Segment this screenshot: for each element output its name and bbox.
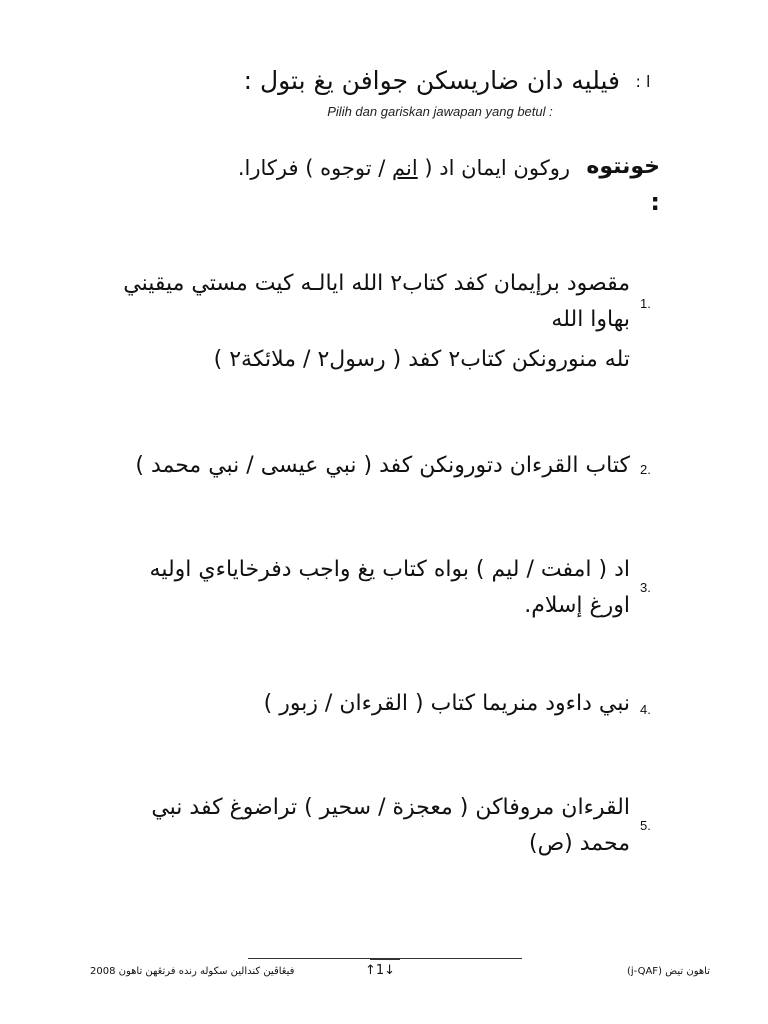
footer-exam-title: فيڠاڤين كندالين سكوله رنده فرتڠهن تاهون 2008 (90, 966, 295, 977)
example-sentence (150, 156, 570, 180)
section-number: ا : (635, 72, 651, 91)
question-number-4: 4. (640, 702, 651, 717)
footer-divider-mark (370, 958, 400, 960)
footer-year-label: تاهون تيض (j-QAF) (626, 966, 710, 977)
footer-page-number: ↑1↓ (364, 963, 396, 978)
example-text-before: روكون ايمان اد ( (424, 156, 570, 180)
example-answer-underlined: انم (392, 156, 418, 180)
question-1-line-2: تله منورونكن كتاب٢ كفد ( رسول٢ / ملائكة٢ ) (213, 347, 630, 372)
question-5-line-1: القرءان مروفاكن ( معجزة / سحير ) تراضوغ كفد نبي (151, 795, 630, 820)
question-4-line-1: نبي داءود منريما كتاب ( القرءان / زبور ) (263, 691, 630, 716)
question-3-line-1: اد ( امفت / ليم ) بواه كتاب يغ واجب دفرخاياءي اوليه (149, 557, 630, 582)
question-1 (100, 266, 630, 378)
instruction-title: فيليه دان ضاريسكن جوافن يغ بتول : (243, 66, 620, 95)
example-text-after: / توجوه ) فركارا. (237, 156, 386, 180)
question-number-5: 5. (640, 818, 651, 833)
example-label: خونتوه (586, 154, 660, 179)
instruction-subtitle: Pilih dan gariskan jawapan yang betul : (327, 104, 553, 119)
question-number-3: 3. (640, 580, 651, 595)
question-2 (100, 448, 630, 484)
question-number-2: 2. (640, 462, 651, 477)
question-5-line-2: محمد (ص) (528, 831, 630, 856)
question-3-line-2: اورغ إسلام. (524, 593, 630, 618)
question-3 (100, 552, 630, 624)
example-colon: : (650, 188, 660, 216)
question-number-1: 1. (640, 296, 651, 311)
question-4 (100, 686, 630, 722)
question-2-line-1: كتاب القرءان دتورونكن كفد ( نبي عيسى / نبي محمد ) (135, 453, 630, 478)
question-1-line-1: مقصود برإيمان كفد كتاب٢ الله ايالـه كيت مستي ميقيني بهاوا الله (123, 271, 630, 332)
question-5 (100, 790, 630, 862)
